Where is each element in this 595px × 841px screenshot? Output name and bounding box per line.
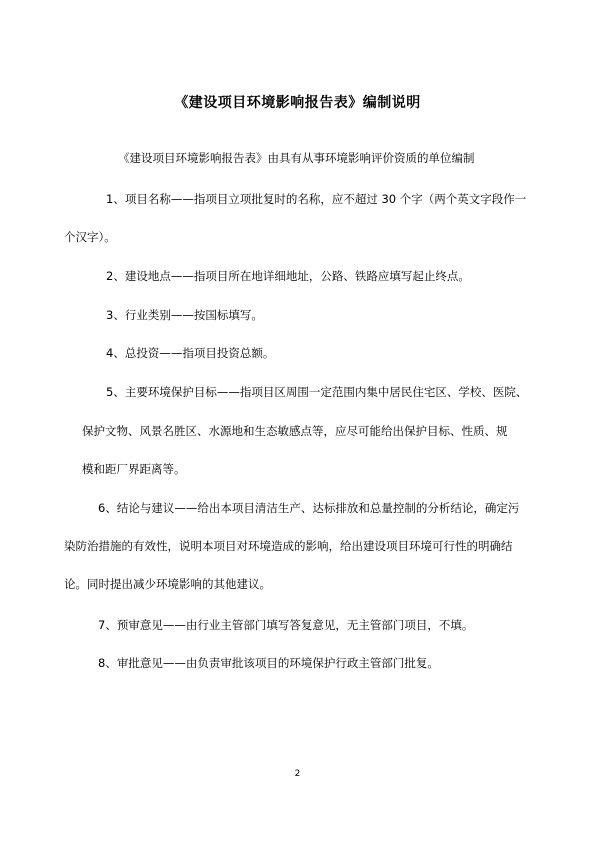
item-3-line-1: 3、行业类别——按国标填写。 <box>106 308 263 322</box>
intro-paragraph: 《建设项目环境影响报告表》由具有从事环境影响评价资质的单位编制 <box>118 151 475 165</box>
item-1 <box>106 180 526 218</box>
item-7-line-1: 7、预审意见——由行业主管部门填写答复意见，无主管部门项目，不填。 <box>98 618 474 632</box>
item-3 <box>106 296 263 334</box>
item-1-line-1: 1、项目名称——指项目立项批复时的名称，应不超过 30 个字（两个英文字段作一 <box>106 192 527 206</box>
item-5-line-2: 保护文物、风景名胜区、水源地和生态敏感点等，应尽可能给出保护目标、性质、规 <box>82 424 508 438</box>
item-7 <box>98 606 473 644</box>
item-5-line-1: 5、主要环境保护目标——指项目区周围一定范围内集中居民住宅区、学校、医院、 <box>106 385 528 399</box>
item-2-line-1: 2、建设地点——指项目所在地详细地址，公路、铁路应填写起止终点。 <box>106 269 470 283</box>
item-5-line-3: 模和距厂界距离等。 <box>82 462 186 476</box>
page-title: 《建设项目环境影响报告表》编制说明 <box>174 95 421 111</box>
item-1-cont <box>64 218 116 256</box>
item-2 <box>106 257 470 295</box>
page-number: 2 <box>294 769 301 779</box>
item-6-line-3: 论。同时提出减少环境影响的其他建议。 <box>64 577 271 591</box>
item-4-line-1: 4、总投资——指项目投资总额。 <box>106 346 275 360</box>
item-1-line-2: 个汉字）。 <box>64 230 116 244</box>
item-6-line-2: 染防治措施的有效性，说明本项目对环境造成的影响，给出建设项目环境可行性的明确结 <box>64 539 513 553</box>
item-6 <box>98 489 519 527</box>
item-8 <box>98 644 439 682</box>
item-4 <box>106 334 274 372</box>
item-6-line-1: 6、结论与建议——给出本项目清洁生产、达标排放和总量控制的分析结论，确定污 <box>98 501 520 515</box>
item-8-line-1: 8、审批意见——由负责审批该项目的环境保护行政主管部门批复。 <box>98 656 439 670</box>
item-6-cont <box>64 527 513 603</box>
item-5-cont <box>82 412 508 488</box>
item-5 <box>106 373 527 411</box>
